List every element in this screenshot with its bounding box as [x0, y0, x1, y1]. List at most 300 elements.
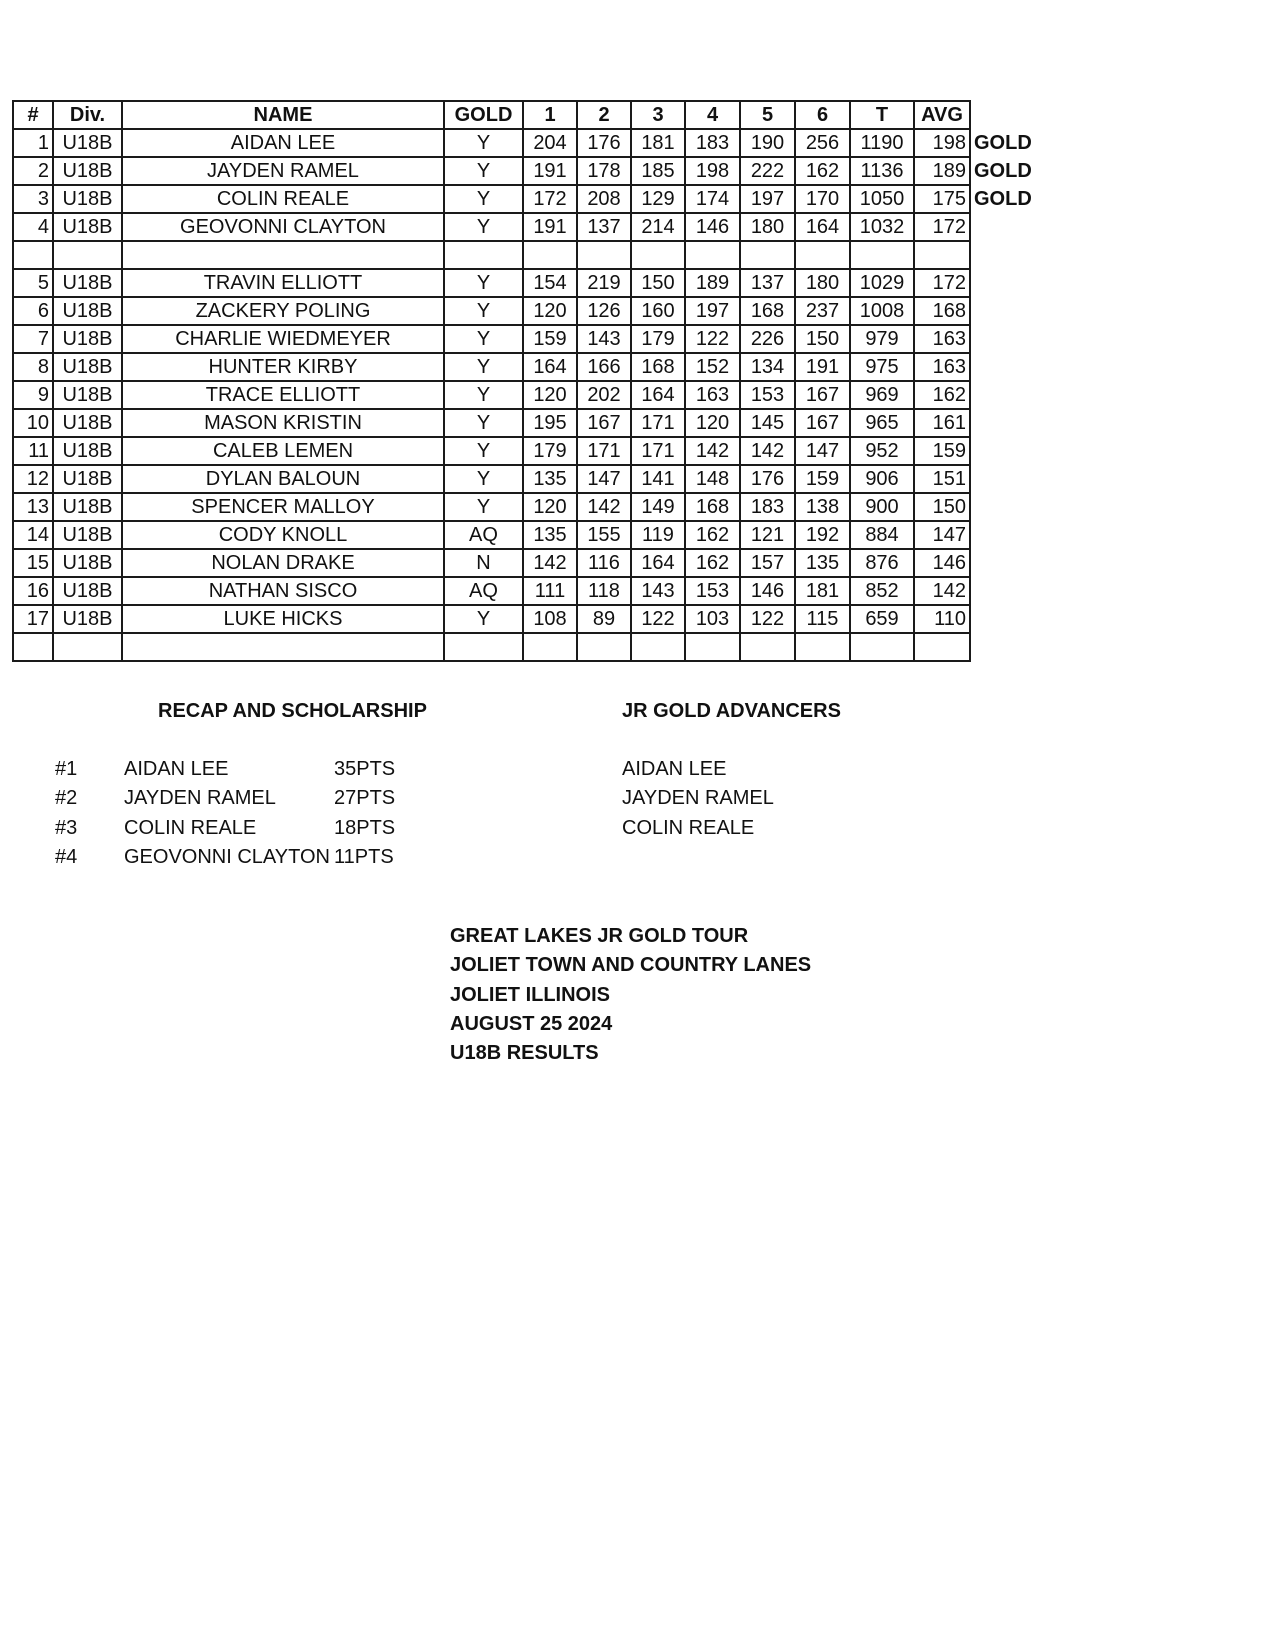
- total-cell: 1050: [850, 185, 914, 213]
- total-cell: 965: [850, 409, 914, 437]
- recap-place: #4: [55, 845, 78, 868]
- average-cell: 161: [914, 409, 970, 437]
- game-4-cell: 163: [685, 381, 740, 409]
- game-1-cell: 135: [523, 521, 577, 549]
- game-1-cell: 108: [523, 605, 577, 633]
- gold-note: [970, 437, 1040, 465]
- game-5-cell: [740, 633, 795, 661]
- division-cell: U18B: [53, 605, 122, 633]
- average-cell: 159: [914, 437, 970, 465]
- table-row: [13, 297, 1040, 325]
- game-6-cell: 180: [795, 269, 850, 297]
- game-3-cell: 214: [631, 213, 685, 241]
- rank-cell: 11: [13, 437, 53, 465]
- total-cell: 1008: [850, 297, 914, 325]
- game-4-cell: 162: [685, 521, 740, 549]
- game-6-cell: 191: [795, 353, 850, 381]
- game-1-cell: 164: [523, 353, 577, 381]
- division-cell: U18B: [53, 269, 122, 297]
- average-cell: 142: [914, 577, 970, 605]
- recap-name: JAYDEN RAMEL: [124, 787, 276, 810]
- gold-note: [970, 521, 1040, 549]
- average-cell: 162: [914, 381, 970, 409]
- division-cell: U18B: [53, 493, 122, 521]
- game-3-cell: [631, 633, 685, 661]
- recap-points: 11PTS: [334, 845, 394, 868]
- game-3-cell: 141: [631, 465, 685, 493]
- game-1-cell: 120: [523, 381, 577, 409]
- game-4-cell: 146: [685, 213, 740, 241]
- gold-note: GOLD: [974, 132, 1032, 154]
- game-4-cell: 120: [685, 409, 740, 437]
- game-6-cell: 135: [795, 549, 850, 577]
- recap-entry: [0, 758, 420, 784]
- gold-cell: Y: [444, 381, 523, 409]
- game-2-cell: 202: [577, 381, 631, 409]
- name-cell: CHARLIE WIEDMEYER: [122, 325, 444, 353]
- rank-cell: 1: [13, 129, 53, 157]
- game-2-cell: 126: [577, 297, 631, 325]
- game-4-cell: 183: [685, 129, 740, 157]
- division-cell: U18B: [53, 129, 122, 157]
- rank-cell: 15: [13, 549, 53, 577]
- results-label: U18B RESULTS: [450, 1042, 599, 1065]
- game-2-cell: 208: [577, 185, 631, 213]
- game-5-cell: 168: [740, 297, 795, 325]
- header-note-spacer: [970, 101, 1040, 129]
- venue-name: JOLIET TOWN AND COUNTRY LANES: [450, 954, 812, 977]
- rank-cell: 16: [13, 577, 53, 605]
- game-1-cell: 179: [523, 437, 577, 465]
- game-5-cell: [740, 241, 795, 269]
- game-5-cell: 197: [740, 185, 795, 213]
- gold-note: [970, 213, 1040, 241]
- rank-cell: 13: [13, 493, 53, 521]
- gold-note: [970, 605, 1040, 633]
- game-6-cell: 181: [795, 577, 850, 605]
- rank-cell: 14: [13, 521, 53, 549]
- total-cell: 1190: [850, 129, 914, 157]
- name-cell: LUKE HICKS: [122, 605, 444, 633]
- gold-cell: Y: [444, 185, 523, 213]
- average-cell: 147: [914, 521, 970, 549]
- table-header-row: [13, 101, 1040, 129]
- game-3-cell: 119: [631, 521, 685, 549]
- game-5-cell: 176: [740, 465, 795, 493]
- gold-note: [970, 465, 1040, 493]
- game-3-cell: [631, 241, 685, 269]
- game-1-cell: 195: [523, 409, 577, 437]
- game-3-cell: 185: [631, 157, 685, 185]
- recap-points: 18PTS: [334, 816, 396, 839]
- game-1-cell: 172: [523, 185, 577, 213]
- rank-cell: 2: [13, 157, 53, 185]
- game-3-cell: 171: [631, 409, 685, 437]
- game-6-cell: 115: [795, 605, 850, 633]
- game-3-cell: 149: [631, 493, 685, 521]
- average-cell: 172: [914, 213, 970, 241]
- header-game-1: 1: [523, 101, 577, 129]
- game-6-cell: 237: [795, 297, 850, 325]
- header-division: Div.: [53, 101, 122, 129]
- gold-cell: N: [444, 549, 523, 577]
- rank-cell: [13, 241, 53, 269]
- division-cell: [53, 633, 122, 661]
- game-5-cell: 134: [740, 353, 795, 381]
- gold-note: [970, 549, 1040, 577]
- name-cell: GEOVONNI CLAYTON: [122, 213, 444, 241]
- gold-cell: Y: [444, 129, 523, 157]
- total-cell: 1029: [850, 269, 914, 297]
- game-1-cell: 154: [523, 269, 577, 297]
- event-location: JOLIET ILLINOIS: [450, 983, 611, 1006]
- rank-cell: 8: [13, 353, 53, 381]
- game-3-cell: 122: [631, 605, 685, 633]
- total-cell: 659: [850, 605, 914, 633]
- total-cell: [850, 241, 914, 269]
- game-4-cell: 198: [685, 157, 740, 185]
- game-2-cell: 176: [577, 129, 631, 157]
- gold-cell: [444, 633, 523, 661]
- table-row: [13, 213, 1040, 241]
- game-4-cell: [685, 633, 740, 661]
- game-1-cell: [523, 633, 577, 661]
- game-2-cell: 116: [577, 549, 631, 577]
- game-2-cell: 147: [577, 465, 631, 493]
- game-2-cell: 219: [577, 269, 631, 297]
- header-total: T: [850, 101, 914, 129]
- average-cell: [914, 241, 970, 269]
- game-4-cell: 162: [685, 549, 740, 577]
- gold-note: [970, 353, 1040, 381]
- table-row: [13, 577, 1040, 605]
- gold-cell: AQ: [444, 521, 523, 549]
- game-6-cell: [795, 241, 850, 269]
- game-6-cell: 167: [795, 409, 850, 437]
- header-game-2: 2: [577, 101, 631, 129]
- recap-entry: [0, 846, 420, 872]
- game-4-cell: 122: [685, 325, 740, 353]
- total-cell: [850, 633, 914, 661]
- game-5-cell: 183: [740, 493, 795, 521]
- game-1-cell: 142: [523, 549, 577, 577]
- name-cell: NOLAN DRAKE: [122, 549, 444, 577]
- game-1-cell: 159: [523, 325, 577, 353]
- game-3-cell: 171: [631, 437, 685, 465]
- game-6-cell: 170: [795, 185, 850, 213]
- table-row: [13, 521, 1040, 549]
- rank-cell: 3: [13, 185, 53, 213]
- header-name: NAME: [122, 101, 444, 129]
- name-cell: TRAVIN ELLIOTT: [122, 269, 444, 297]
- name-cell: ZACKERY POLING: [122, 297, 444, 325]
- rank-cell: 9: [13, 381, 53, 409]
- game-4-cell: 148: [685, 465, 740, 493]
- recap-place: #3: [55, 816, 78, 839]
- division-cell: U18B: [53, 465, 122, 493]
- name-cell: NATHAN SISCO: [122, 577, 444, 605]
- gold-note: GOLD: [974, 160, 1032, 182]
- average-cell: 163: [914, 353, 970, 381]
- game-5-cell: 145: [740, 409, 795, 437]
- game-4-cell: [685, 241, 740, 269]
- game-3-cell: 181: [631, 129, 685, 157]
- recap-points: 35PTS: [334, 758, 396, 780]
- game-3-cell: 150: [631, 269, 685, 297]
- game-5-cell: 190: [740, 129, 795, 157]
- division-cell: U18B: [53, 577, 122, 605]
- game-4-cell: 168: [685, 493, 740, 521]
- gold-cell: Y: [444, 409, 523, 437]
- results-table: [12, 100, 1041, 662]
- game-4-cell: 189: [685, 269, 740, 297]
- game-5-cell: 121: [740, 521, 795, 549]
- game-5-cell: 142: [740, 437, 795, 465]
- game-2-cell: 118: [577, 577, 631, 605]
- total-cell: 900: [850, 493, 914, 521]
- game-5-cell: 222: [740, 157, 795, 185]
- game-2-cell: [577, 633, 631, 661]
- game-4-cell: 153: [685, 577, 740, 605]
- recap-points: 27PTS: [334, 787, 396, 810]
- division-cell: U18B: [53, 353, 122, 381]
- game-2-cell: 89: [577, 605, 631, 633]
- division-cell: U18B: [53, 549, 122, 577]
- event-date: AUGUST 25 2024: [450, 1012, 613, 1035]
- gold-cell: Y: [444, 157, 523, 185]
- table-row: [13, 241, 1040, 269]
- gold-cell: Y: [444, 465, 523, 493]
- recap-entry: [0, 817, 420, 843]
- recap-place: #1: [55, 758, 78, 780]
- table-row: [13, 465, 1040, 493]
- name-cell: SPENCER MALLOY: [122, 493, 444, 521]
- name-cell: JAYDEN RAMEL: [122, 157, 444, 185]
- gold-note: [970, 633, 1040, 661]
- rank-cell: 4: [13, 213, 53, 241]
- game-3-cell: 164: [631, 381, 685, 409]
- name-cell: HUNTER KIRBY: [122, 353, 444, 381]
- average-cell: 172: [914, 269, 970, 297]
- game-3-cell: 179: [631, 325, 685, 353]
- name-cell: AIDAN LEE: [122, 129, 444, 157]
- game-1-cell: 204: [523, 129, 577, 157]
- division-cell: U18B: [53, 185, 122, 213]
- table-row: [13, 381, 1040, 409]
- game-3-cell: 168: [631, 353, 685, 381]
- game-4-cell: 197: [685, 297, 740, 325]
- name-cell: CODY KNOLL: [122, 521, 444, 549]
- average-cell: 163: [914, 325, 970, 353]
- rank-cell: 17: [13, 605, 53, 633]
- game-5-cell: 180: [740, 213, 795, 241]
- game-6-cell: 162: [795, 157, 850, 185]
- gold-note: [970, 325, 1040, 353]
- game-5-cell: 226: [740, 325, 795, 353]
- table-row: [13, 409, 1040, 437]
- game-3-cell: 143: [631, 577, 685, 605]
- total-cell: 906: [850, 465, 914, 493]
- advancer-name: COLIN REALE: [622, 816, 755, 839]
- game-1-cell: 111: [523, 577, 577, 605]
- header-gold: GOLD: [444, 101, 523, 129]
- game-2-cell: 155: [577, 521, 631, 549]
- average-cell: 198: [914, 129, 970, 157]
- game-2-cell: 166: [577, 353, 631, 381]
- average-cell: 150: [914, 493, 970, 521]
- total-cell: 979: [850, 325, 914, 353]
- average-cell: 168: [914, 297, 970, 325]
- game-5-cell: 153: [740, 381, 795, 409]
- name-cell: DYLAN BALOUN: [122, 465, 444, 493]
- average-cell: 175: [914, 185, 970, 213]
- gold-note: [970, 381, 1040, 409]
- rank-cell: [13, 633, 53, 661]
- gold-cell: AQ: [444, 577, 523, 605]
- game-2-cell: 143: [577, 325, 631, 353]
- game-6-cell: 150: [795, 325, 850, 353]
- gold-cell: Y: [444, 605, 523, 633]
- gold-cell: [444, 241, 523, 269]
- gold-cell: Y: [444, 297, 523, 325]
- game-3-cell: 164: [631, 549, 685, 577]
- game-3-cell: 129: [631, 185, 685, 213]
- game-1-cell: 191: [523, 157, 577, 185]
- table-row: [13, 549, 1040, 577]
- average-cell: 146: [914, 549, 970, 577]
- rank-cell: 6: [13, 297, 53, 325]
- tour-name: GREAT LAKES JR GOLD TOUR: [450, 925, 749, 947]
- rank-cell: 5: [13, 269, 53, 297]
- game-3-cell: 160: [631, 297, 685, 325]
- division-cell: U18B: [53, 325, 122, 353]
- division-cell: U18B: [53, 157, 122, 185]
- recap-place: #2: [55, 787, 78, 810]
- game-5-cell: 122: [740, 605, 795, 633]
- recap-title: RECAP AND SCHOLARSHIP: [158, 700, 427, 722]
- game-6-cell: 164: [795, 213, 850, 241]
- total-cell: 975: [850, 353, 914, 381]
- recap-name: GEOVONNI CLAYTON: [124, 845, 330, 868]
- gold-cell: Y: [444, 493, 523, 521]
- game-1-cell: 120: [523, 297, 577, 325]
- game-1-cell: 135: [523, 465, 577, 493]
- rank-cell: 12: [13, 465, 53, 493]
- gold-note: [970, 297, 1040, 325]
- rank-cell: 7: [13, 325, 53, 353]
- average-cell: 151: [914, 465, 970, 493]
- game-4-cell: 152: [685, 353, 740, 381]
- game-4-cell: 174: [685, 185, 740, 213]
- game-6-cell: 192: [795, 521, 850, 549]
- table-row: [13, 269, 1040, 297]
- table-row: [13, 129, 1040, 157]
- division-cell: U18B: [53, 437, 122, 465]
- gold-note: [970, 577, 1040, 605]
- name-cell: MASON KRISTIN: [122, 409, 444, 437]
- gold-cell: Y: [444, 353, 523, 381]
- gold-note: [970, 241, 1040, 269]
- name-cell: TRACE ELLIOTT: [122, 381, 444, 409]
- gold-note: GOLD: [974, 188, 1032, 210]
- name-cell: CALEB LEMEN: [122, 437, 444, 465]
- game-2-cell: 167: [577, 409, 631, 437]
- header-average: AVG: [914, 101, 970, 129]
- table-row: [13, 437, 1040, 465]
- header-game-3: 3: [631, 101, 685, 129]
- header-rank: #: [13, 101, 53, 129]
- table-row: [13, 493, 1040, 521]
- division-cell: U18B: [53, 409, 122, 437]
- total-cell: 1136: [850, 157, 914, 185]
- game-1-cell: 191: [523, 213, 577, 241]
- table-row: [13, 605, 1040, 633]
- game-2-cell: 171: [577, 437, 631, 465]
- total-cell: 952: [850, 437, 914, 465]
- name-cell: COLIN REALE: [122, 185, 444, 213]
- game-6-cell: 138: [795, 493, 850, 521]
- game-1-cell: [523, 241, 577, 269]
- average-cell: [914, 633, 970, 661]
- total-cell: 884: [850, 521, 914, 549]
- gold-note: [970, 409, 1040, 437]
- total-cell: 1032: [850, 213, 914, 241]
- division-cell: U18B: [53, 381, 122, 409]
- recap-entry: [0, 787, 420, 813]
- header-game-6: 6: [795, 101, 850, 129]
- table-row: [13, 157, 1040, 185]
- game-6-cell: 147: [795, 437, 850, 465]
- division-cell: U18B: [53, 521, 122, 549]
- game-4-cell: 142: [685, 437, 740, 465]
- advancer-name: JAYDEN RAMEL: [622, 787, 774, 810]
- table-row: [13, 353, 1040, 381]
- game-2-cell: 178: [577, 157, 631, 185]
- header-game-4: 4: [685, 101, 740, 129]
- recap-name: AIDAN LEE: [124, 758, 229, 780]
- game-2-cell: 142: [577, 493, 631, 521]
- game-6-cell: 256: [795, 129, 850, 157]
- table-row: [13, 325, 1040, 353]
- total-cell: 876: [850, 549, 914, 577]
- results-body: [13, 129, 1040, 661]
- gold-cell: Y: [444, 437, 523, 465]
- rank-cell: 10: [13, 409, 53, 437]
- average-cell: 110: [914, 605, 970, 633]
- name-cell: [122, 633, 444, 661]
- average-cell: 189: [914, 157, 970, 185]
- division-cell: U18B: [53, 297, 122, 325]
- game-2-cell: [577, 241, 631, 269]
- gold-cell: Y: [444, 213, 523, 241]
- game-5-cell: 157: [740, 549, 795, 577]
- total-cell: 969: [850, 381, 914, 409]
- table-row: [13, 633, 1040, 661]
- game-1-cell: 120: [523, 493, 577, 521]
- gold-note: [970, 269, 1040, 297]
- game-6-cell: 159: [795, 465, 850, 493]
- game-2-cell: 137: [577, 213, 631, 241]
- game-6-cell: [795, 633, 850, 661]
- header-game-5: 5: [740, 101, 795, 129]
- division-cell: U18B: [53, 213, 122, 241]
- advancer-name: AIDAN LEE: [622, 758, 727, 780]
- gold-cell: Y: [444, 269, 523, 297]
- table-row: [13, 185, 1040, 213]
- total-cell: 852: [850, 577, 914, 605]
- gold-note: [970, 493, 1040, 521]
- name-cell: [122, 241, 444, 269]
